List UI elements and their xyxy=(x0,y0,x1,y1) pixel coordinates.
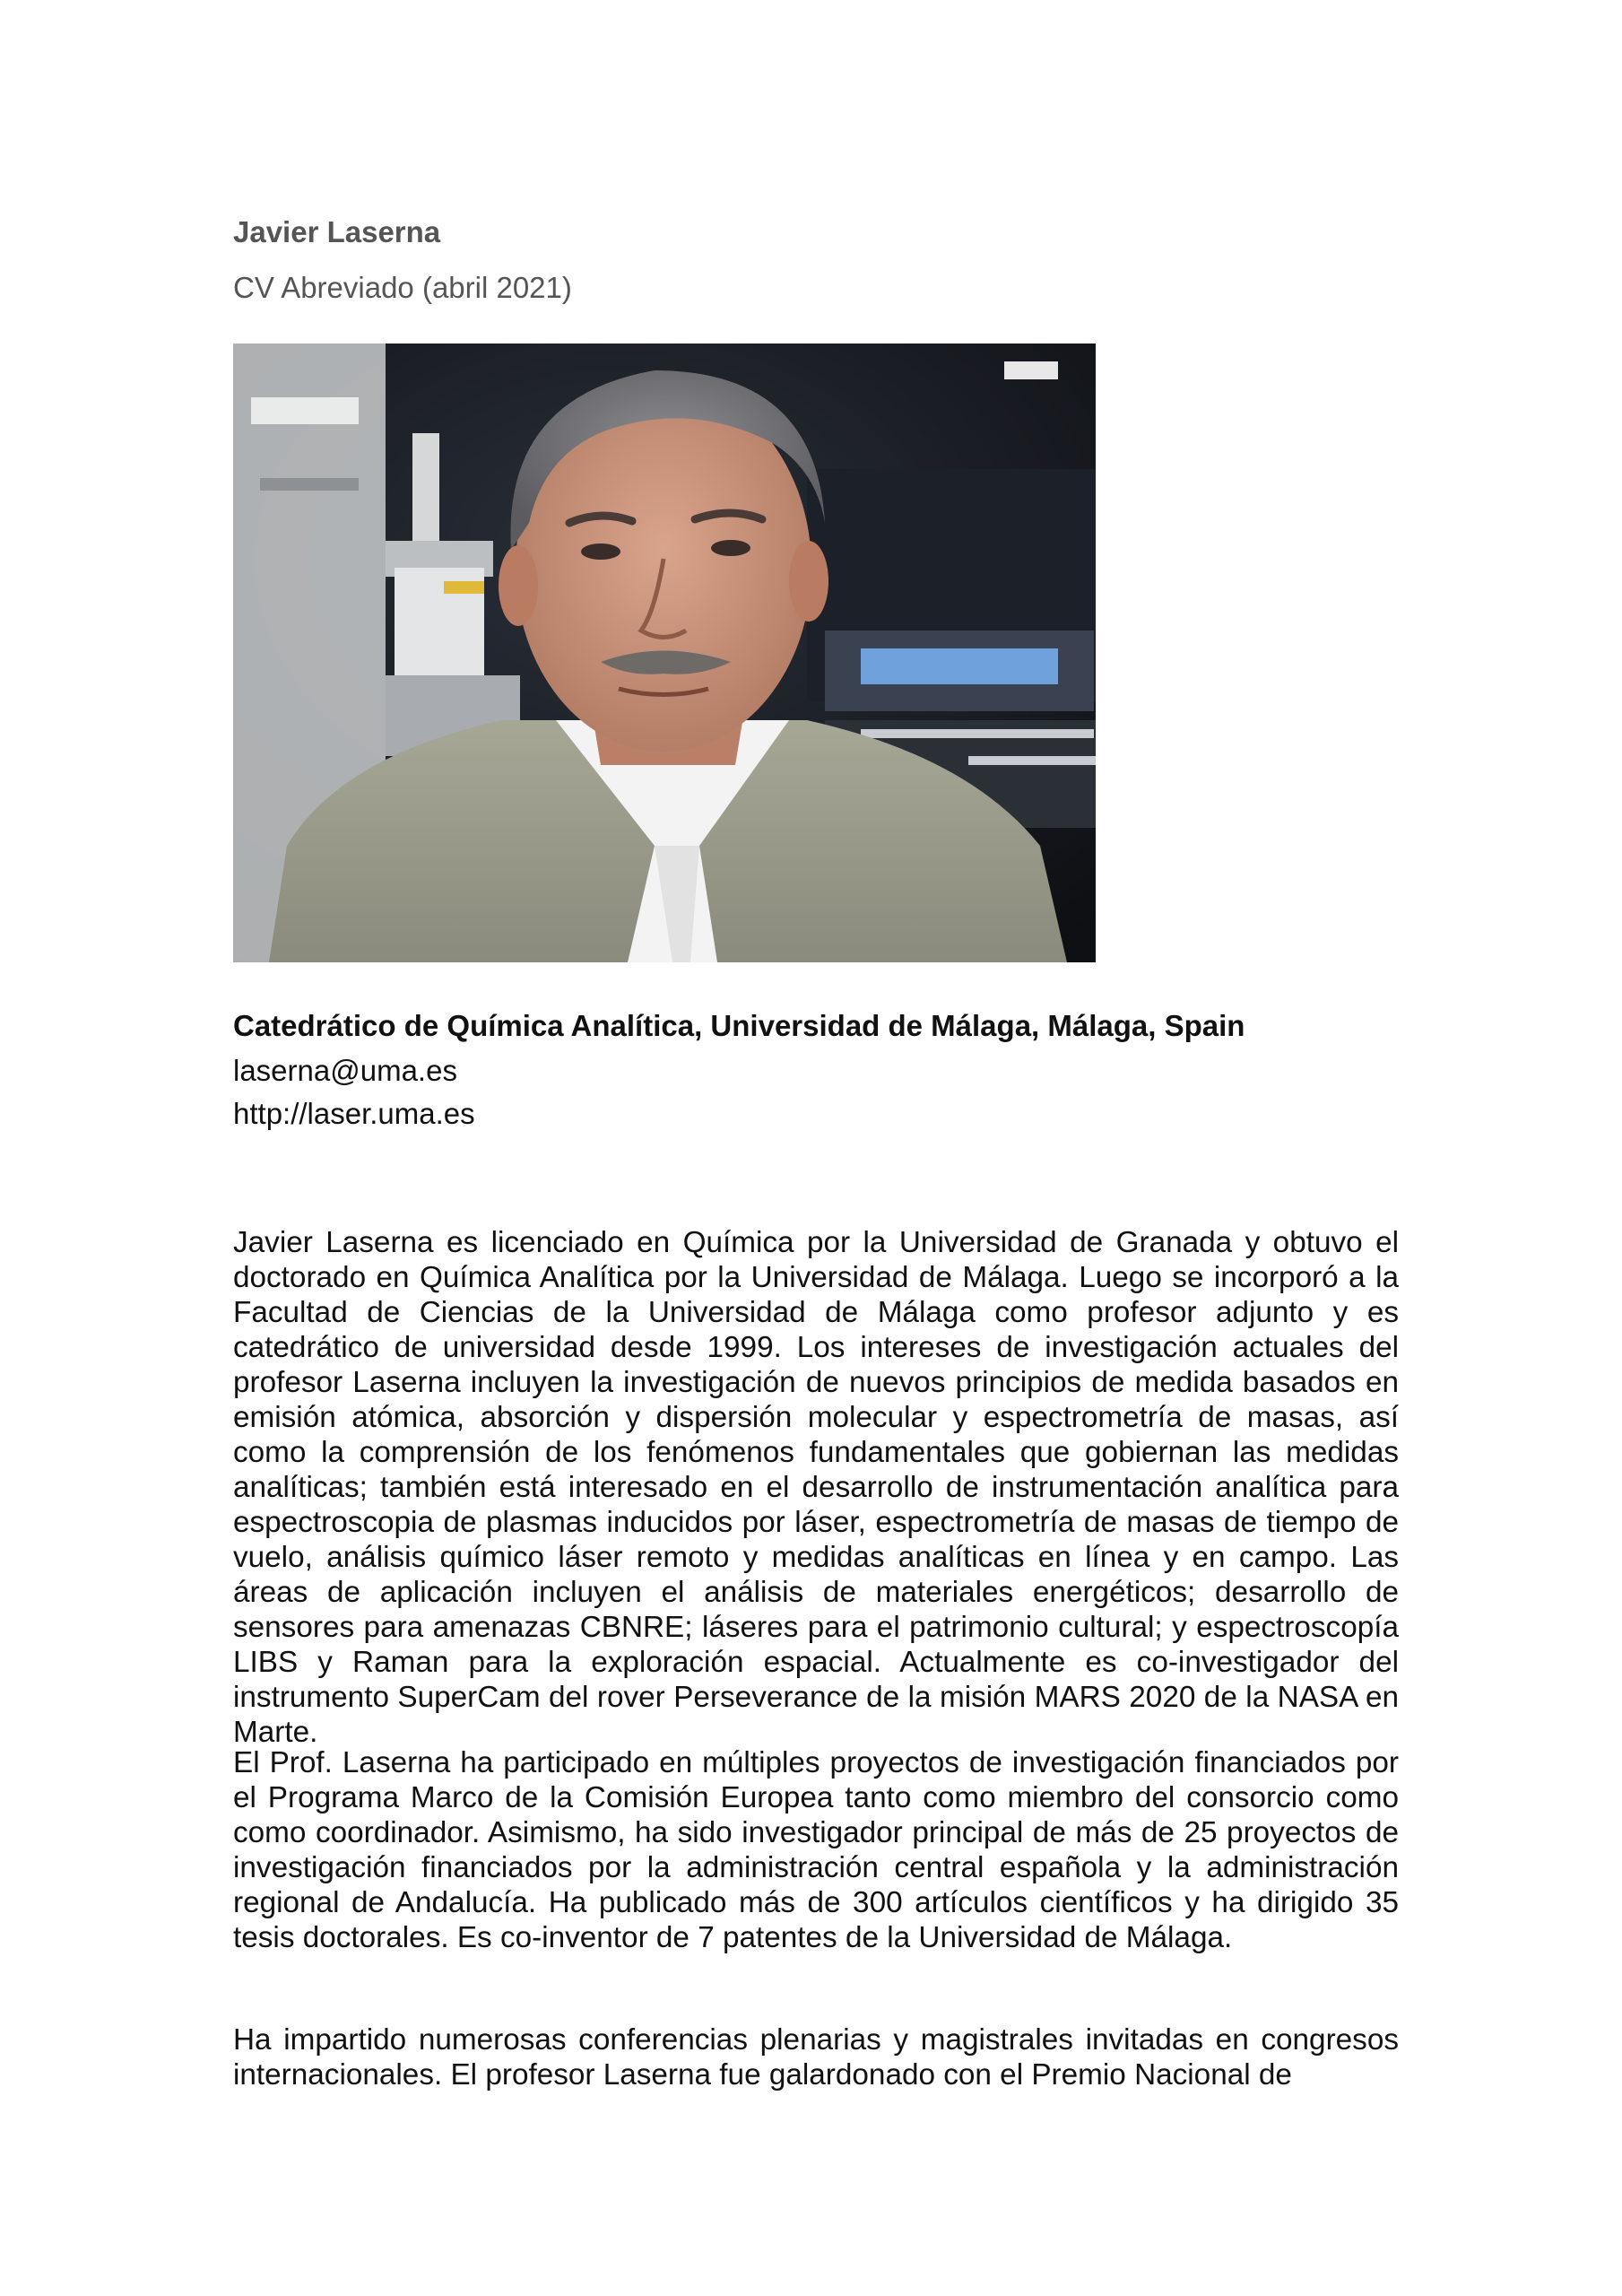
portrait-illustration xyxy=(233,344,1096,962)
bio-paragraph-1: Javier Laserna es licenciado en Química por la Universidad de Granada y obtuvo el doctorado en Química Analítica por la Universidad de Málaga. Luego se incorporó a la Facultad de Ciencias de la Universidad de Málaga como profesor adjunto y es catedrático de universidad desde 1999. Los intereses de investigación actuales del profesor Laserna incluyen la investigación de nuevos principios de medida basados en emisión atómica, absorción y dispersión molecular y espectrometría de masas, así como la comprensión de los fenómenos fundamentales que gobiernan las medidas analíticas; también está interesado en el desarrollo de instrumentación analítica para espectroscopia de plasmas inducidos por láser, espectrometría de masas de tiempo de vuelo, análisis químico láser remoto y medidas analíticas en línea y en campo. Las áreas de aplicación incluyen el análisis de materiales energéticos; desarrollo de sensores para amenazas CBNRE; láseres para el patrimonio cultural; y espectroscopía LIBS y Raman para la exploración espacial. Actualmente es co-investigador del instrumento SuperCam del rover Perseverance de la misión MARS 2020 de la NASA en Marte. xyxy=(233,1226,1399,1749)
website-link[interactable]: http://laser.uma.es xyxy=(233,1097,475,1130)
portrait-photo xyxy=(233,344,1096,962)
bio-paragraph-2: El Prof. Laserna ha participado en múltiples proyectos de investigación financiados por el Programa Marco de la Comisión Europea tanto como miembro del consorcio como como coordinador. Asimismo, ha sido investigador principal de más de 25 proyectos de investigación financiados por la administración central española y la administración regional de Andalucía. Ha publicado más de 300 artículos científicos y ha dirigido 35 tesis doctorales. Es co-inventor de 7 patentes de la Universidad de Málaga. xyxy=(233,1746,1399,1954)
bio-paragraph-3: Ha impartido numerosas conferencias plenarias y magistrales invitadas en congresos internacionales. El profesor Laserna fue galardonado con el Premio Nacional de xyxy=(233,2023,1399,2092)
author-name: Javier Laserna xyxy=(233,215,441,248)
cv-subtitle: CV Abreviado (abril 2021) xyxy=(233,271,572,304)
position-title: Catedrático de Química Analítica, Universidad de Málaga, Málaga, Spain xyxy=(233,1009,1245,1042)
email-link[interactable]: laserna@uma.es xyxy=(233,1054,457,1087)
